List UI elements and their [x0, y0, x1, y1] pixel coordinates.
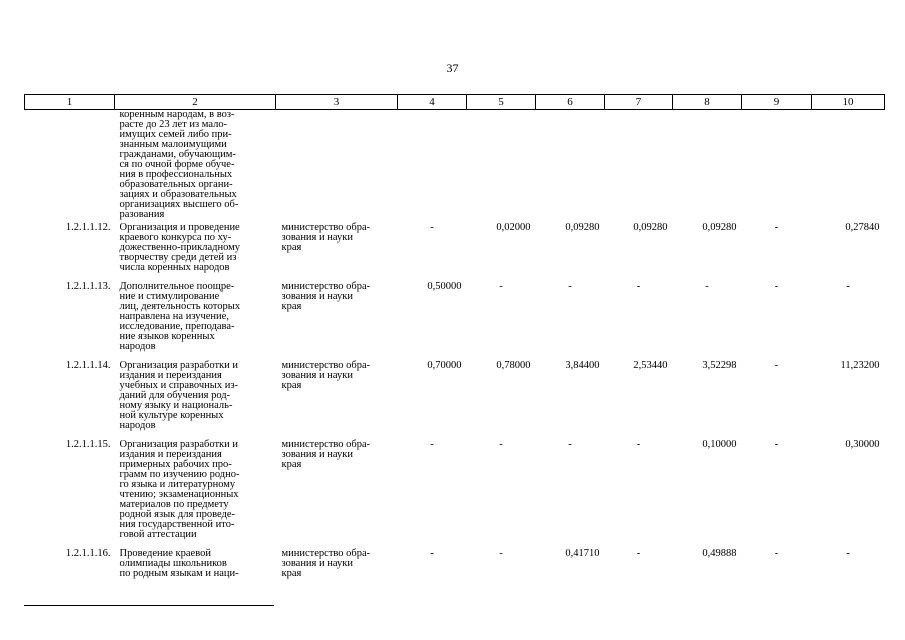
- row-value-c4: -: [430, 548, 434, 559]
- row-value-c4: -: [430, 439, 434, 450]
- row-executor-line: края: [281, 242, 302, 253]
- row-value-c6: -: [568, 281, 572, 292]
- row-value-c5: 0,02000: [496, 222, 531, 233]
- table-header-row: [25, 95, 885, 110]
- row-name-line: ние и стимулирование: [119, 291, 220, 302]
- header-col-6: 6: [536, 95, 605, 110]
- row-executor-line: края: [281, 301, 302, 312]
- row-value-c7: -: [636, 281, 641, 292]
- continuation-text: [115, 110, 276, 221]
- row-executor-line: зования и науки: [281, 291, 353, 302]
- row-name: [115, 358, 276, 431]
- row-value-c10: 0,27840: [845, 222, 880, 233]
- header-col-4: 4: [398, 95, 467, 110]
- row-name-line: ние языков коренных: [119, 331, 215, 342]
- header-col-9: 9: [742, 95, 812, 110]
- row-executor-line: министерство обра-: [281, 281, 371, 292]
- row-executor-line: зования и науки: [281, 449, 353, 460]
- continuation-line: знанным малоимущими: [119, 139, 227, 150]
- row-value-c4: 0,50000: [427, 281, 462, 292]
- row-value-c9: -: [774, 222, 779, 233]
- row-name-line: Организация разработки и: [119, 439, 239, 450]
- row-name-line: го языка и литературному: [119, 479, 236, 490]
- row-name-line: направлена на изучение,: [119, 311, 229, 322]
- row-executor-line: края: [281, 568, 302, 579]
- row-executor: [276, 358, 398, 431]
- row-name-line: по родным языкам и наци-: [119, 568, 239, 579]
- row-name-line: издания и переиздания: [119, 370, 222, 381]
- row-name-line: краевого конкурса по ху-: [119, 232, 232, 243]
- continuation-line: коренным народам, в воз-: [119, 109, 235, 120]
- row-executor: [276, 220, 398, 273]
- row-value-c6: 0,09280: [565, 222, 600, 233]
- row-value-c10: -: [846, 281, 850, 292]
- row-executor-line: зования и науки: [281, 558, 353, 569]
- row-name-line: лиц, деятельность которых: [119, 301, 241, 312]
- row-executor-line: министерство обра-: [281, 222, 371, 233]
- row-value-c9: -: [774, 281, 779, 292]
- continuation-line: разования: [119, 209, 165, 220]
- row-name-line: исследование, преподава-: [119, 321, 235, 332]
- row-name-line: Организация разработки и: [119, 360, 239, 371]
- row-value-c8: -: [705, 281, 709, 292]
- row-code: 1.2.1.1.14.: [65, 360, 111, 371]
- header-col-3: 3: [276, 95, 398, 110]
- row-name-line: примерных рабочих про-: [119, 459, 232, 470]
- row-value-c4: 0,70000: [427, 360, 462, 371]
- table-row-continuation: [25, 110, 885, 221]
- continuation-line: расте до 23 лет из мало-: [119, 119, 228, 130]
- header-col-7: 7: [605, 95, 673, 110]
- row-executor: [276, 546, 398, 579]
- row-code: 1.2.1.1.13.: [65, 281, 111, 292]
- row-value-c8: 3,52298: [702, 360, 737, 371]
- row-executor-line: министерство обра-: [281, 360, 371, 371]
- continuation-line: имущих семей либо при-: [119, 129, 232, 140]
- header-col-5: 5: [467, 95, 536, 110]
- row-value-c6: -: [568, 439, 572, 450]
- table-row: [25, 358, 885, 431]
- row-value-c4: -: [430, 222, 434, 233]
- row-name: [115, 220, 276, 273]
- header-col-10: 10: [812, 95, 885, 110]
- row-code: 1.2.1.1.16.: [65, 548, 111, 559]
- row-name-line: олимпиады школьников: [119, 558, 227, 569]
- row-name-line: числа коренных народов: [119, 262, 230, 273]
- row-executor-line: края: [281, 380, 302, 391]
- row-name-line: дожественно-прикладному: [119, 242, 241, 253]
- table-row: [25, 546, 885, 579]
- continuation-line: зациях и образовательных: [119, 189, 237, 200]
- row-value-c10: 11,23200: [840, 360, 880, 371]
- row-executor-line: зования и науки: [281, 232, 353, 243]
- row-name-line: родной язык для проведе-: [119, 509, 235, 520]
- row-value-c9: -: [774, 439, 779, 450]
- row-name: [115, 437, 276, 540]
- row-value-c10: 0,30000: [845, 439, 880, 450]
- row-name: [115, 279, 276, 352]
- row-name-line: творчеству среди детей из: [119, 252, 237, 263]
- row-name: [115, 546, 276, 579]
- row-executor-line: зования и науки: [281, 370, 353, 381]
- row-value-c5: -: [499, 281, 503, 292]
- row-value-c9: -: [774, 548, 779, 559]
- row-executor-line: министерство обра-: [281, 548, 371, 559]
- row-executor-line: министерство обра-: [281, 439, 371, 450]
- row-value-c5: -: [499, 548, 503, 559]
- row-name-line: Дополнительное поощре-: [119, 281, 235, 292]
- row-name-line: говой аттестации: [119, 529, 197, 540]
- row-value-c7: -: [636, 439, 641, 450]
- program-table: [24, 94, 885, 579]
- row-value-c8: 0,09280: [702, 222, 737, 233]
- row-executor: [276, 437, 398, 540]
- row-name-line: даний для обучения род-: [119, 390, 231, 401]
- continuation-line: ся по очной форме обуче-: [119, 159, 235, 170]
- row-name-line: издания и переиздания: [119, 449, 222, 460]
- continuation-line: гражданами, обучающим-: [119, 149, 236, 160]
- row-name-line: Проведение краевой: [119, 548, 211, 559]
- row-name-line: народов: [119, 420, 156, 431]
- header-col-8: 8: [673, 95, 742, 110]
- row-value-c9: -: [774, 360, 779, 371]
- table-row: [25, 279, 885, 352]
- row-name-line: ному языку и националь-: [119, 400, 233, 411]
- row-name-line: материалов по предмету: [119, 499, 229, 510]
- row-value-c8: 0,10000: [702, 439, 737, 450]
- header-col-1: 1: [25, 95, 115, 110]
- row-name-line: учебных и справочных из-: [119, 380, 238, 391]
- table-row: [25, 437, 885, 540]
- row-name-line: грамм по изучению родно-: [119, 469, 240, 480]
- row-value-c7: -: [636, 548, 641, 559]
- bottom-rule: [24, 605, 274, 606]
- row-name-line: ной культуре коренных: [119, 410, 224, 421]
- row-value-c5: 0,78000: [496, 360, 531, 371]
- row-value-c5: -: [499, 439, 503, 450]
- row-code: 1.2.1.1.15.: [65, 439, 111, 450]
- row-value-c10: -: [846, 548, 850, 559]
- row-value-c6: 0,41710: [565, 548, 600, 559]
- row-executor: [276, 279, 398, 352]
- continuation-line: ния в профессиональных: [119, 169, 233, 180]
- row-name-line: Организация и проведение: [119, 222, 240, 233]
- row-name-line: чтению; экзаменационных: [119, 489, 239, 500]
- row-value-c7: 0,09280: [633, 222, 668, 233]
- row-code: 1.2.1.1.12.: [65, 222, 111, 233]
- table-row: [25, 220, 885, 273]
- row-name-line: народов: [119, 341, 156, 352]
- row-value-c6: 3,84400: [565, 360, 600, 371]
- header-col-2: 2: [115, 95, 276, 110]
- row-name-line: ния государственной ито-: [119, 519, 235, 530]
- continuation-line: образовательных органи-: [119, 179, 233, 190]
- page-number: 37: [446, 61, 459, 75]
- row-value-c7: 2,53440: [633, 360, 668, 371]
- row-executor-line: края: [281, 459, 302, 470]
- continuation-line: организациях высшего об-: [119, 199, 239, 210]
- row-value-c8: 0,49888: [702, 548, 737, 559]
